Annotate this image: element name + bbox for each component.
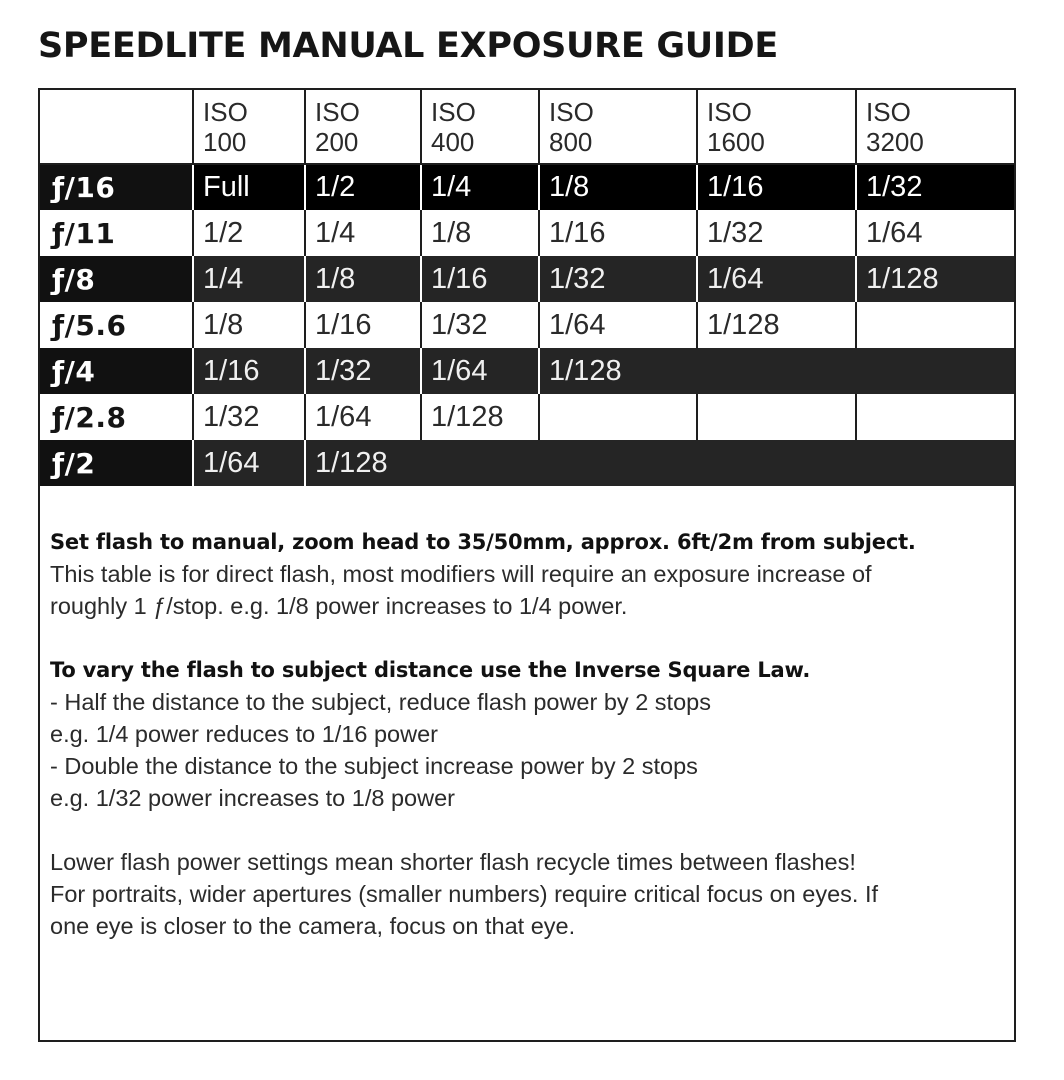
power-cell: [856, 440, 1014, 486]
tips-line: For portraits, wider apertures (smaller numbers) require critical focus on eyes. If: [50, 881, 879, 907]
header-iso-1600: ISO 1600: [697, 90, 856, 164]
power-cell: 1/128: [697, 302, 856, 348]
aperture-cell: ƒ/16: [40, 164, 193, 210]
header-iso-3200: ISO 3200: [856, 90, 1014, 164]
header-iso-400: ISO 400: [421, 90, 539, 164]
header-iso-200: ISO 200: [305, 90, 421, 164]
power-cell: [856, 348, 1014, 394]
power-cell: [421, 440, 539, 486]
power-cell: 1/2: [305, 164, 421, 210]
power-cell: 1/16: [193, 348, 305, 394]
power-cell: [856, 394, 1014, 440]
power-cell: 1/4: [305, 210, 421, 256]
setup-line: roughly 1 ƒ/stop. e.g. 1/8 power increases to 1/4 power.: [50, 593, 628, 619]
power-cell: 1/64: [421, 348, 539, 394]
page-title: SPEEDLITE MANUAL EXPOSURE GUIDE: [38, 26, 778, 66]
power-cell: 1/64: [856, 210, 1014, 256]
aperture-cell: ƒ/11: [40, 210, 193, 256]
inverse-square-line: - Double the distance to the subject increase power by 2 stops: [50, 753, 698, 779]
setup-heading: Set flash to manual, zoom head to 35/50mm, approx. 6ft/2m from subject.: [50, 530, 916, 554]
aperture-cell: ƒ/2: [40, 440, 193, 486]
power-cell: 1/32: [305, 348, 421, 394]
power-cell: 1/4: [193, 256, 305, 302]
notes-section: [50, 526, 1000, 942]
power-cell: [697, 394, 856, 440]
power-cell: 1/8: [193, 302, 305, 348]
inverse-square-line: - Half the distance to the subject, reduce flash power by 2 stops: [50, 689, 711, 715]
inverse-square-line: e.g. 1/4 power reduces to 1/16 power: [50, 721, 438, 747]
table-header-row: [40, 90, 1014, 164]
power-cell: 1/16: [539, 210, 697, 256]
power-cell: 1/128: [305, 440, 421, 486]
power-cell: 1/64: [539, 302, 697, 348]
power-cell: [539, 440, 697, 486]
exposure-guide-panel: [38, 88, 1016, 1042]
power-cell: Full: [193, 164, 305, 210]
tips-line: one eye is closer to the camera, focus on that eye.: [50, 913, 576, 939]
header-iso-800: ISO 800: [539, 90, 697, 164]
power-cell: 1/64: [193, 440, 305, 486]
power-cell: 1/8: [539, 164, 697, 210]
power-cell: 1/32: [539, 256, 697, 302]
power-cell: 1/4: [421, 164, 539, 210]
setup-line: This table is for direct flash, most modifiers will require an exposure increase of: [50, 561, 872, 587]
power-cell: 1/32: [856, 164, 1014, 210]
table-row: [40, 164, 1014, 210]
power-cell: 1/16: [305, 302, 421, 348]
table-row: [40, 394, 1014, 440]
power-cell: 1/32: [421, 302, 539, 348]
tips-line: Lower flash power settings mean shorter flash recycle times between flashes!: [50, 849, 856, 875]
aperture-cell: ƒ/8: [40, 256, 193, 302]
exposure-table: [40, 90, 1014, 486]
power-cell: 1/128: [421, 394, 539, 440]
power-cell: [697, 348, 856, 394]
table-row: [40, 210, 1014, 256]
table-row: [40, 440, 1014, 486]
power-cell: 1/16: [697, 164, 856, 210]
power-cell: 1/64: [305, 394, 421, 440]
power-cell: [697, 440, 856, 486]
power-cell: 1/32: [193, 394, 305, 440]
header-corner-cell: [40, 90, 193, 164]
power-cell: 1/32: [697, 210, 856, 256]
table-row: [40, 348, 1014, 394]
table-row: [40, 302, 1014, 348]
power-cell: 1/2: [193, 210, 305, 256]
power-cell: 1/8: [305, 256, 421, 302]
power-cell: 1/16: [421, 256, 539, 302]
header-iso-100: ISO 100: [193, 90, 305, 164]
power-cell: 1/128: [856, 256, 1014, 302]
aperture-cell: ƒ/4: [40, 348, 193, 394]
power-cell: [856, 302, 1014, 348]
power-cell: 1/128: [539, 348, 697, 394]
table-row: [40, 256, 1014, 302]
inverse-square-line: e.g. 1/32 power increases to 1/8 power: [50, 785, 455, 811]
power-cell: [539, 394, 697, 440]
aperture-cell: ƒ/2.8: [40, 394, 193, 440]
aperture-cell: ƒ/5.6: [40, 302, 193, 348]
power-cell: 1/64: [697, 256, 856, 302]
inverse-square-heading: To vary the flash to subject distance use the Inverse Square Law.: [50, 658, 811, 682]
power-cell: 1/8: [421, 210, 539, 256]
